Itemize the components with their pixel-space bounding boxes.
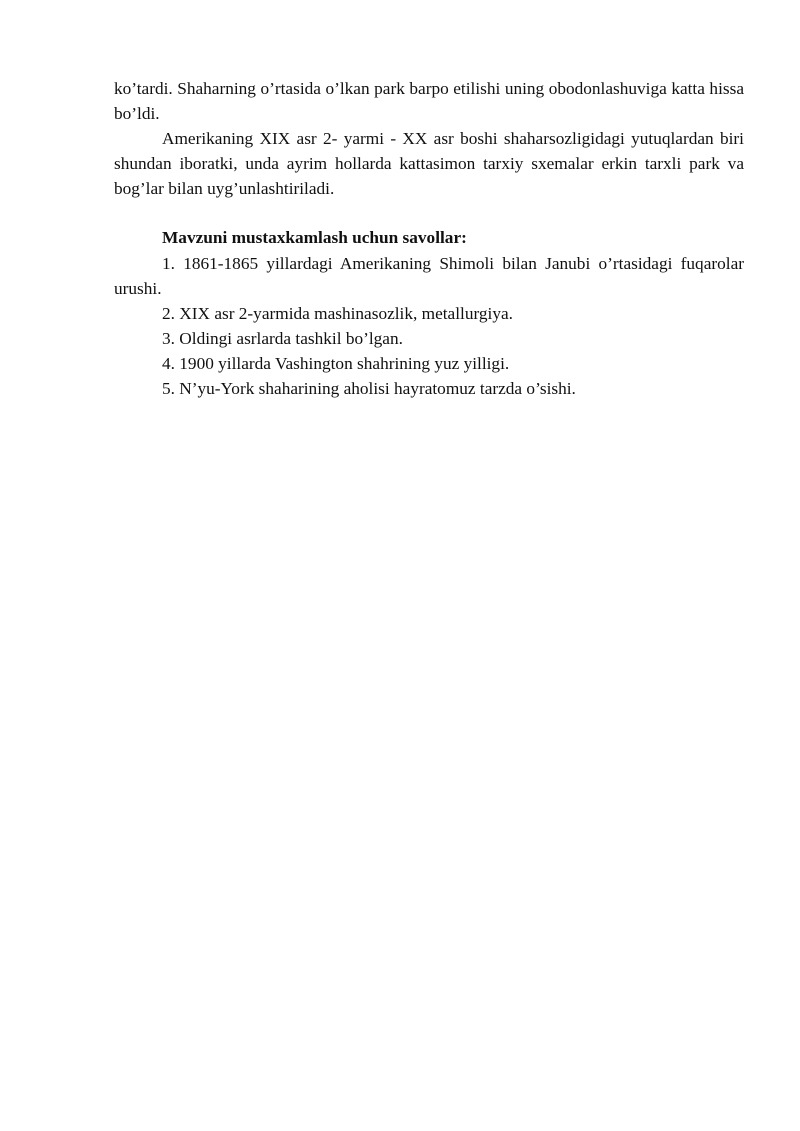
questions-heading: Mavzuni mustaxkamlash uchun savollar: <box>162 228 467 248</box>
question-item-1: 1. 1861-1865 yillardagi Amerikaning Shimoli bilan Janubi o’rtasidagi fuqarolar urushi. <box>114 253 744 298</box>
question-item-5: 5. N’yu-York shaharining aholisi hayratomuz tarzda o’sishi. <box>162 379 576 399</box>
paragraph-continuation: ko’tardi. Shaharning o’rtasida o’lkan park barpo etilishi uning obodonlashuviga katta hissa bo’ldi. <box>114 79 744 124</box>
question-item-2: 2. XIX asr 2-yarmida mashinasozlik, metallurgiya. <box>162 303 513 323</box>
question-item-4: 4. 1900 yillarda Vashington shahrining yuz yilligi. <box>162 353 510 373</box>
page-content <box>114 76 744 401</box>
paragraph-achievements: Amerikaning XIX asr 2- yarmi - XX asr boshi shaharsozligidagi yutuqlardan biri shundan iboratki, unda ayrim hollarda kattasimon tarxiy sxemalar erkin tarxli park va bog’lar bilan uyg’unlashtiriladi. <box>114 129 744 199</box>
question-item-3: 3. Oldingi asrlarda tashkil bo’lgan. <box>162 328 403 348</box>
section-spacer <box>114 201 744 225</box>
questions-list <box>114 251 744 402</box>
